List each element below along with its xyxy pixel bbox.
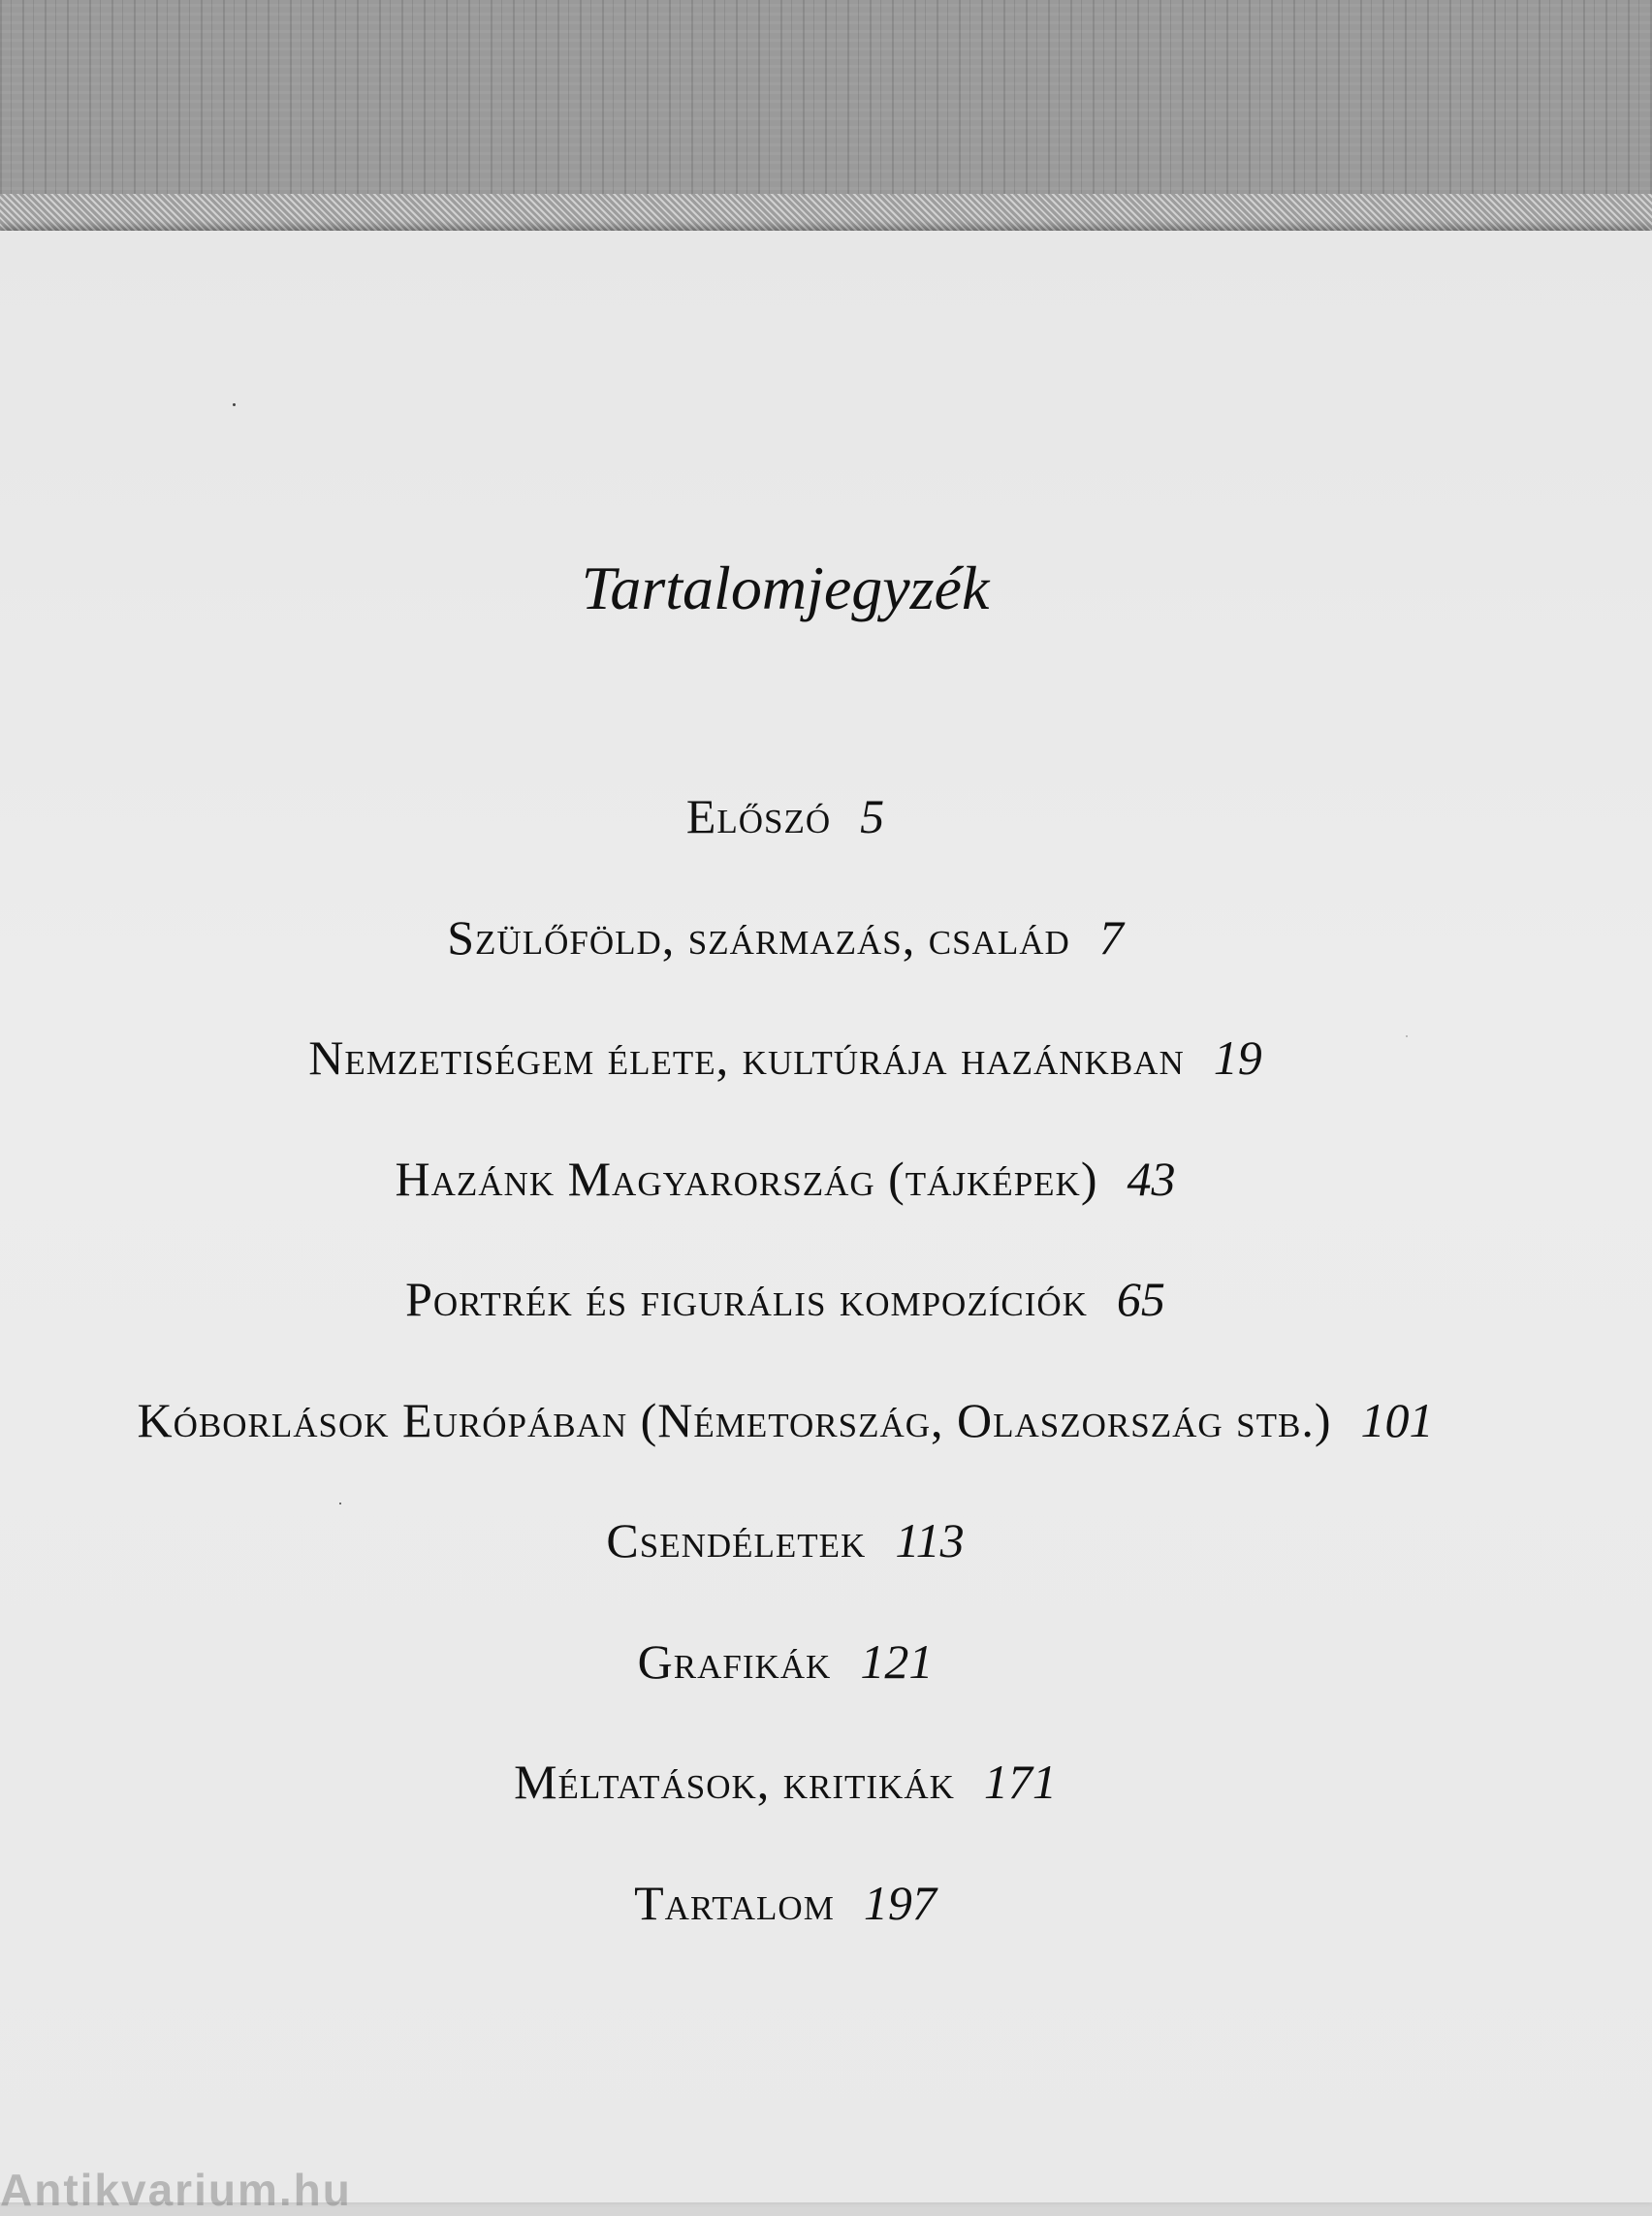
toc-entry <box>0 997 1571 1119</box>
paper-speck <box>233 403 236 406</box>
toc-entry <box>0 756 1571 877</box>
toc-entry-page: 65 <box>1116 1272 1165 1327</box>
book-cover-board <box>0 0 1652 225</box>
toc-entry-label: Nemzetiségem élete, kultúrája hazánkban <box>308 1030 1185 1086</box>
book-cover-edge <box>0 194 1652 233</box>
table-of-contents <box>0 756 1571 1963</box>
toc-entry <box>0 1119 1571 1240</box>
watermark: Antikvarium.hu <box>0 2165 352 2215</box>
toc-entry-page: 101 <box>1360 1392 1434 1447</box>
toc-entry-page: 121 <box>860 1633 934 1689</box>
toc-entry <box>0 1239 1571 1360</box>
toc-entry-label: Szülőföld, származás, család <box>447 909 1070 965</box>
toc-entry-label: Grafikák <box>637 1633 832 1689</box>
toc-entry <box>0 877 1571 998</box>
toc-entry-label: Előszó <box>685 789 832 844</box>
toc-entry-page: 113 <box>895 1513 965 1568</box>
toc-entry-page: 43 <box>1127 1151 1176 1206</box>
toc-entry <box>0 1722 1571 1843</box>
toc-entry-label: Kóborlások Európában (Németország, Olaszország stb.) <box>137 1392 1332 1447</box>
toc-entry-page: 19 <box>1213 1030 1262 1086</box>
toc-entry <box>0 1480 1571 1601</box>
toc-entry-label: Méltatások, kritikák <box>514 1755 955 1810</box>
page-title: Tartalomjegyzék <box>581 554 990 622</box>
toc-entry <box>0 1601 1571 1723</box>
toc-entry-label: Csendéletek <box>606 1513 867 1568</box>
toc-entry-label: Hazánk Magyarország (tájképek) <box>395 1151 1098 1206</box>
toc-entry-page: 171 <box>983 1755 1057 1810</box>
toc-entry-page: 5 <box>860 789 885 844</box>
toc-entry-label: Portrék és figurális kompozíciók <box>405 1272 1088 1327</box>
toc-entry-page: 197 <box>863 1875 937 1930</box>
toc-entry-page: 7 <box>1098 909 1124 965</box>
toc-entry-label: Tartalom <box>634 1875 835 1930</box>
toc-entry <box>0 1843 1571 1964</box>
toc-entry <box>0 1360 1571 1481</box>
